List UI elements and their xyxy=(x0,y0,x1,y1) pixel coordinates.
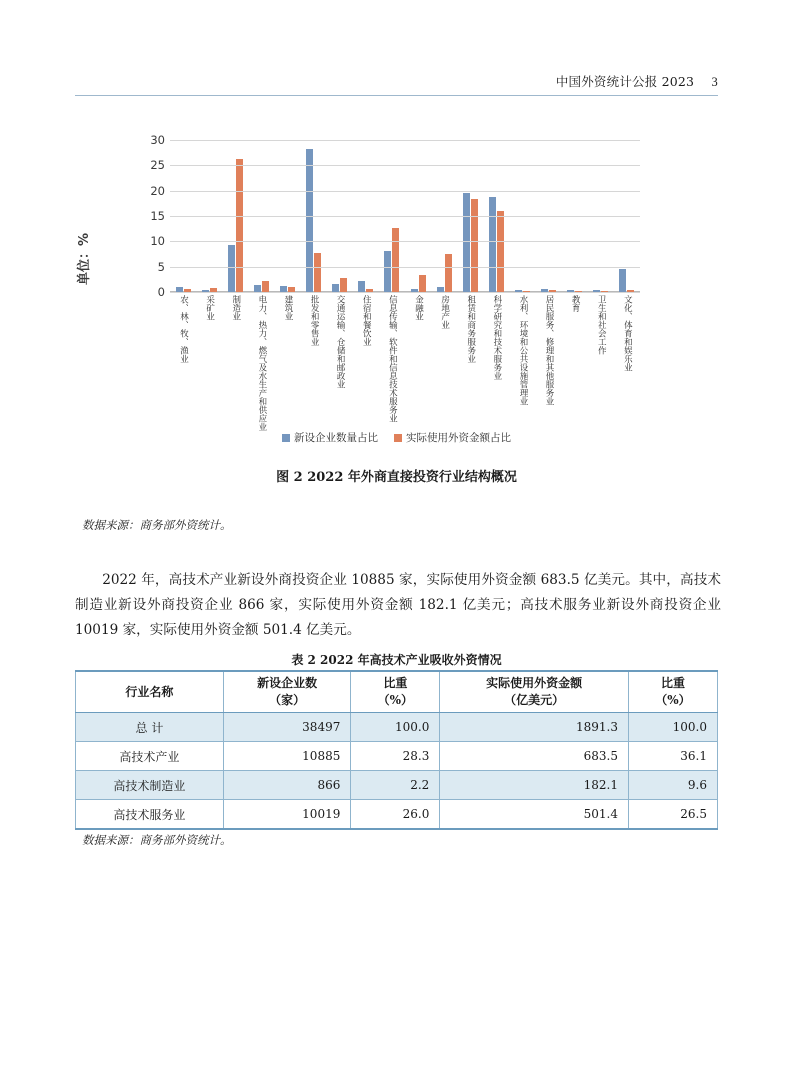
chart-x-tick-label xyxy=(483,295,509,435)
table-caption: 表 2 2022 年高技术产业吸收外资情况 xyxy=(291,653,502,667)
chart-bar-series2 xyxy=(419,275,426,292)
chart-x-tick-label xyxy=(509,295,535,435)
chart-x-tick-label xyxy=(536,295,562,435)
chart-bar-series2 xyxy=(445,254,452,293)
chart-x-tick-label xyxy=(274,295,300,435)
chart-bar-series1 xyxy=(619,269,626,292)
table-column-header xyxy=(440,671,629,713)
chart-y-tick-label: 5 xyxy=(157,259,165,274)
chart-plot-area xyxy=(150,133,640,299)
chart-x-tick-label xyxy=(196,295,222,435)
chart-x-tick-text: 住宿和餐饮业 xyxy=(361,295,372,346)
chart-gridline xyxy=(170,267,640,268)
table-column-header-line1: 新设企业数 xyxy=(257,676,318,690)
chart-x-tick-label xyxy=(327,295,353,435)
chart-y-tick-label: 25 xyxy=(150,158,165,173)
table-cell-value: 28.3 xyxy=(351,742,440,771)
chart-y-tick-label: 15 xyxy=(150,209,165,223)
chart-x-tick-label xyxy=(457,295,483,435)
chart-x-tick-label xyxy=(301,295,327,435)
high-tech-industry-table xyxy=(75,670,718,830)
table-column-header-line1: 行业名称 xyxy=(125,684,174,699)
table-cell-value: 1891.3 xyxy=(440,713,629,742)
chart-x-tick-text: 科学研究和技术服务业 xyxy=(491,295,502,380)
chart-bar-series1 xyxy=(384,251,391,292)
body-paragraph: 2022 年，高技术产业新设外商投资企业 10885 家，实际使用外资金额 683.5 亿美元。其中，高技术制造业新设外商投资企业 866 家，实际使用外资金额 182.1 亿美元；高技术服务业新设外商投资企业 10019 家，实际使用外资金额 501.4 亿美元。 xyxy=(75,572,721,638)
chart-y-tick-label: 20 xyxy=(150,183,165,198)
table-column-header-line1: 比重 xyxy=(383,676,408,690)
chart-x-tick-text: 水利、环境和公共设施管理业 xyxy=(517,295,528,406)
chart-y-tick-label: 0 xyxy=(157,285,165,299)
table-header-row xyxy=(76,671,718,713)
chart-bar-series1 xyxy=(254,285,261,292)
table-cell-value: 10885 xyxy=(223,742,350,771)
chart-x-tick-text: 批发和零售业 xyxy=(309,295,320,346)
legend-item-series2 xyxy=(394,430,511,445)
table-cell-value: 501.4 xyxy=(440,800,629,830)
table-column-header xyxy=(76,671,224,713)
table-source-note: 数据来源：商务部外资统计。 xyxy=(82,833,232,847)
chart-bar-series1 xyxy=(332,284,339,292)
chart-x-tick-label xyxy=(614,295,640,435)
table-cell-value: 36.1 xyxy=(628,742,717,771)
table-column-header xyxy=(351,671,440,713)
table-column-header xyxy=(628,671,717,713)
chart-x-tick-text: 教育 xyxy=(570,295,581,312)
chart-x-tick-text: 电力、热力、燃气及水生产和供应业 xyxy=(256,295,267,431)
header-divider xyxy=(75,95,718,96)
chart-bar-series2 xyxy=(236,159,243,292)
table-cell-value: 683.5 xyxy=(440,742,629,771)
chart-x-tick-text: 制造业 xyxy=(230,295,241,321)
chart-x-tick-text: 交通运输、仓储和邮政业 xyxy=(335,295,346,389)
legend-item-series1 xyxy=(282,430,378,445)
chart-y-tick-label: 10 xyxy=(150,234,165,249)
chart-gridline xyxy=(170,241,640,242)
chart-gridline xyxy=(170,292,640,293)
chart-x-tick-label xyxy=(431,295,457,435)
chart-bar-series1 xyxy=(306,149,313,292)
table-cell-value: 866 xyxy=(223,771,350,800)
table-row xyxy=(76,713,718,742)
chart-x-tick-text: 金融业 xyxy=(413,295,424,321)
table-column-header xyxy=(223,671,350,713)
chart-x-tick-text: 居民服务、修理和其他服务业 xyxy=(544,295,555,406)
chart-y-tick-label: 30 xyxy=(150,133,165,147)
chart-x-tick-text: 租赁和商务服务业 xyxy=(465,295,476,363)
chart-gridline xyxy=(170,191,640,192)
table-cell-value: 9.6 xyxy=(628,771,717,800)
chart-bar-series1 xyxy=(489,197,496,292)
table-cell-industry-name: 高技术服务业 xyxy=(76,800,224,830)
chart-bar-series2 xyxy=(340,278,347,292)
table-column-header-line2: （%） xyxy=(377,693,414,707)
header-title: 中国外资统计公报 2023 xyxy=(555,74,695,89)
table-row xyxy=(76,742,718,771)
chart-bar-series1 xyxy=(358,281,365,292)
chart-bar-series2 xyxy=(314,253,321,292)
figure-caption: 图 2 2022 年外商直接投资行业结构概况 xyxy=(276,470,517,485)
chart-y-axis-label: 单位：% xyxy=(77,232,92,285)
table-row xyxy=(76,800,718,830)
table-column-header-line1: 实际使用外资金额 xyxy=(486,676,583,690)
figure-source-note: 数据来源：商务部外资统计。 xyxy=(82,518,232,532)
chart-legend xyxy=(75,430,718,445)
table-column-header-line1: 比重 xyxy=(660,676,685,690)
chart-x-tick-label xyxy=(222,295,248,435)
chart-bar-series1 xyxy=(228,245,235,292)
table-cell-value: 100.0 xyxy=(351,713,440,742)
chart-x-tick-text: 文化、体育和娱乐业 xyxy=(622,295,633,372)
chart-x-tick-label xyxy=(170,295,196,435)
table-cell-industry-name: 高技术制造业 xyxy=(76,771,224,800)
table-cell-industry-name: 总 计 xyxy=(76,713,224,742)
chart-bar-series2 xyxy=(262,281,269,292)
chart-x-tick-label xyxy=(353,295,379,435)
legend-label-series2: 实际使用外资金额占比 xyxy=(406,432,511,444)
chart-x-tick-label xyxy=(379,295,405,435)
table-cell-industry-name: 高技术产业 xyxy=(76,742,224,771)
chart-x-tick-text: 房地产业 xyxy=(439,295,450,329)
chart-bar-series2 xyxy=(471,199,478,292)
table-column-header-line2: （%） xyxy=(655,693,691,707)
chart-x-tick-text: 农、林、牧、渔业 xyxy=(178,295,189,363)
chart-x-tick-text: 建筑业 xyxy=(282,295,293,321)
table-body xyxy=(76,713,718,830)
chart-gridline xyxy=(170,216,640,217)
chart-x-tick-text: 卫生和社会工作 xyxy=(596,295,607,355)
chart-bar-series2 xyxy=(392,228,399,292)
table-cell-value: 2.2 xyxy=(351,771,440,800)
table-cell-value: 38497 xyxy=(223,713,350,742)
table-cell-value: 26.0 xyxy=(351,800,440,830)
table-head xyxy=(76,671,718,713)
chart-x-axis-labels xyxy=(170,295,640,435)
chart-bar-series2 xyxy=(497,211,504,292)
chart-x-tick-label xyxy=(405,295,431,435)
chart-x-tick-text: 信息传输、软件和信息技术服务业 xyxy=(387,295,398,423)
page-header xyxy=(75,72,718,90)
table-cell-value: 182.1 xyxy=(440,771,629,800)
table-cell-value: 100.0 xyxy=(628,713,717,742)
chart-x-tick-label xyxy=(248,295,274,435)
chart-x-tick-label xyxy=(588,295,614,435)
chart-x-tick-label xyxy=(562,295,588,435)
table-column-header-line2: （家） xyxy=(269,693,306,707)
chart-gridline xyxy=(170,140,640,141)
figure-2-chart xyxy=(75,130,718,460)
legend-swatch-icon-series2 xyxy=(394,434,402,442)
table-row xyxy=(76,771,718,800)
legend-swatch-icon-series1 xyxy=(282,434,290,442)
chart-gridline xyxy=(170,165,640,166)
table-column-header-line2: （亿美元） xyxy=(504,693,565,707)
table-cell-value: 10019 xyxy=(223,800,350,830)
table-cell-value: 26.5 xyxy=(628,800,717,830)
header-page-number: 3 xyxy=(711,75,718,89)
legend-label-series1: 新设企业数量占比 xyxy=(294,432,378,444)
chart-bar-series1 xyxy=(463,193,470,292)
chart-x-tick-text: 采矿业 xyxy=(204,295,215,321)
